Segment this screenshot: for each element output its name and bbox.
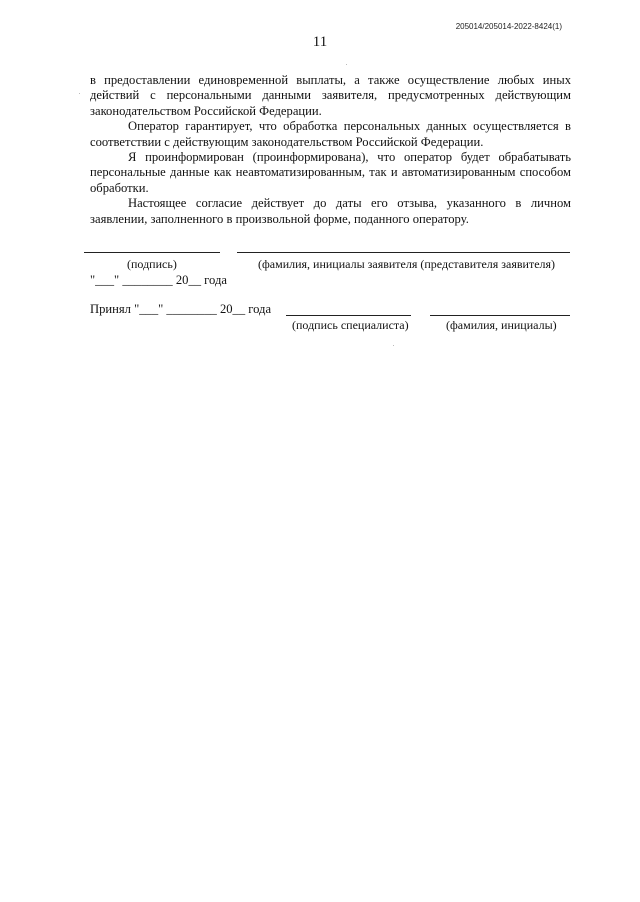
- specialist-name-line: [430, 315, 570, 316]
- date-line: "___" ________ 20__ года: [90, 273, 227, 287]
- accepted-line: Принял "___" ________ 20__ года: [90, 302, 272, 316]
- document-id: 205014/205014-2022-8424(1): [455, 22, 562, 31]
- paragraph-3: Я проинформирован (проинформирована), что оператор будет обрабатывать персональные данные как неавтоматизированным, так и автоматизированным способом обработки.: [90, 150, 571, 195]
- paragraph-1: в предоставлении единовременной выплаты, а также осуществление любых иных действий с персональными данными заявителя, предусмотренных действующим законодательством Российской Федерации.: [90, 73, 571, 118]
- specialist-signature-line: [286, 315, 411, 316]
- applicant-name-line: [237, 252, 570, 253]
- signature-caption: (подпись): [127, 257, 177, 271]
- specialist-name-caption: (фамилия, инициалы): [446, 318, 557, 332]
- scan-speck: [393, 345, 394, 346]
- consent-text: [90, 73, 571, 227]
- scan-speck: [79, 93, 80, 94]
- specialist-signature-caption: (подпись специалиста): [292, 318, 409, 332]
- applicant-name-caption: (фамилия, инициалы заявителя (представителя заявителя): [258, 257, 556, 271]
- scan-speck: [346, 64, 347, 65]
- applicant-signature-line: [84, 252, 220, 253]
- paragraph-4: Настоящее согласие действует до даты его отзыва, указанного в личном заявлении, заполненного в произвольной форме, поданного оператору.: [90, 196, 571, 226]
- page-number: 11: [312, 34, 328, 50]
- paragraph-2: Оператор гарантирует, что обработка персональных данных осуществляется в соответствии с действующим законодательством Российской Федерации.: [90, 119, 571, 149]
